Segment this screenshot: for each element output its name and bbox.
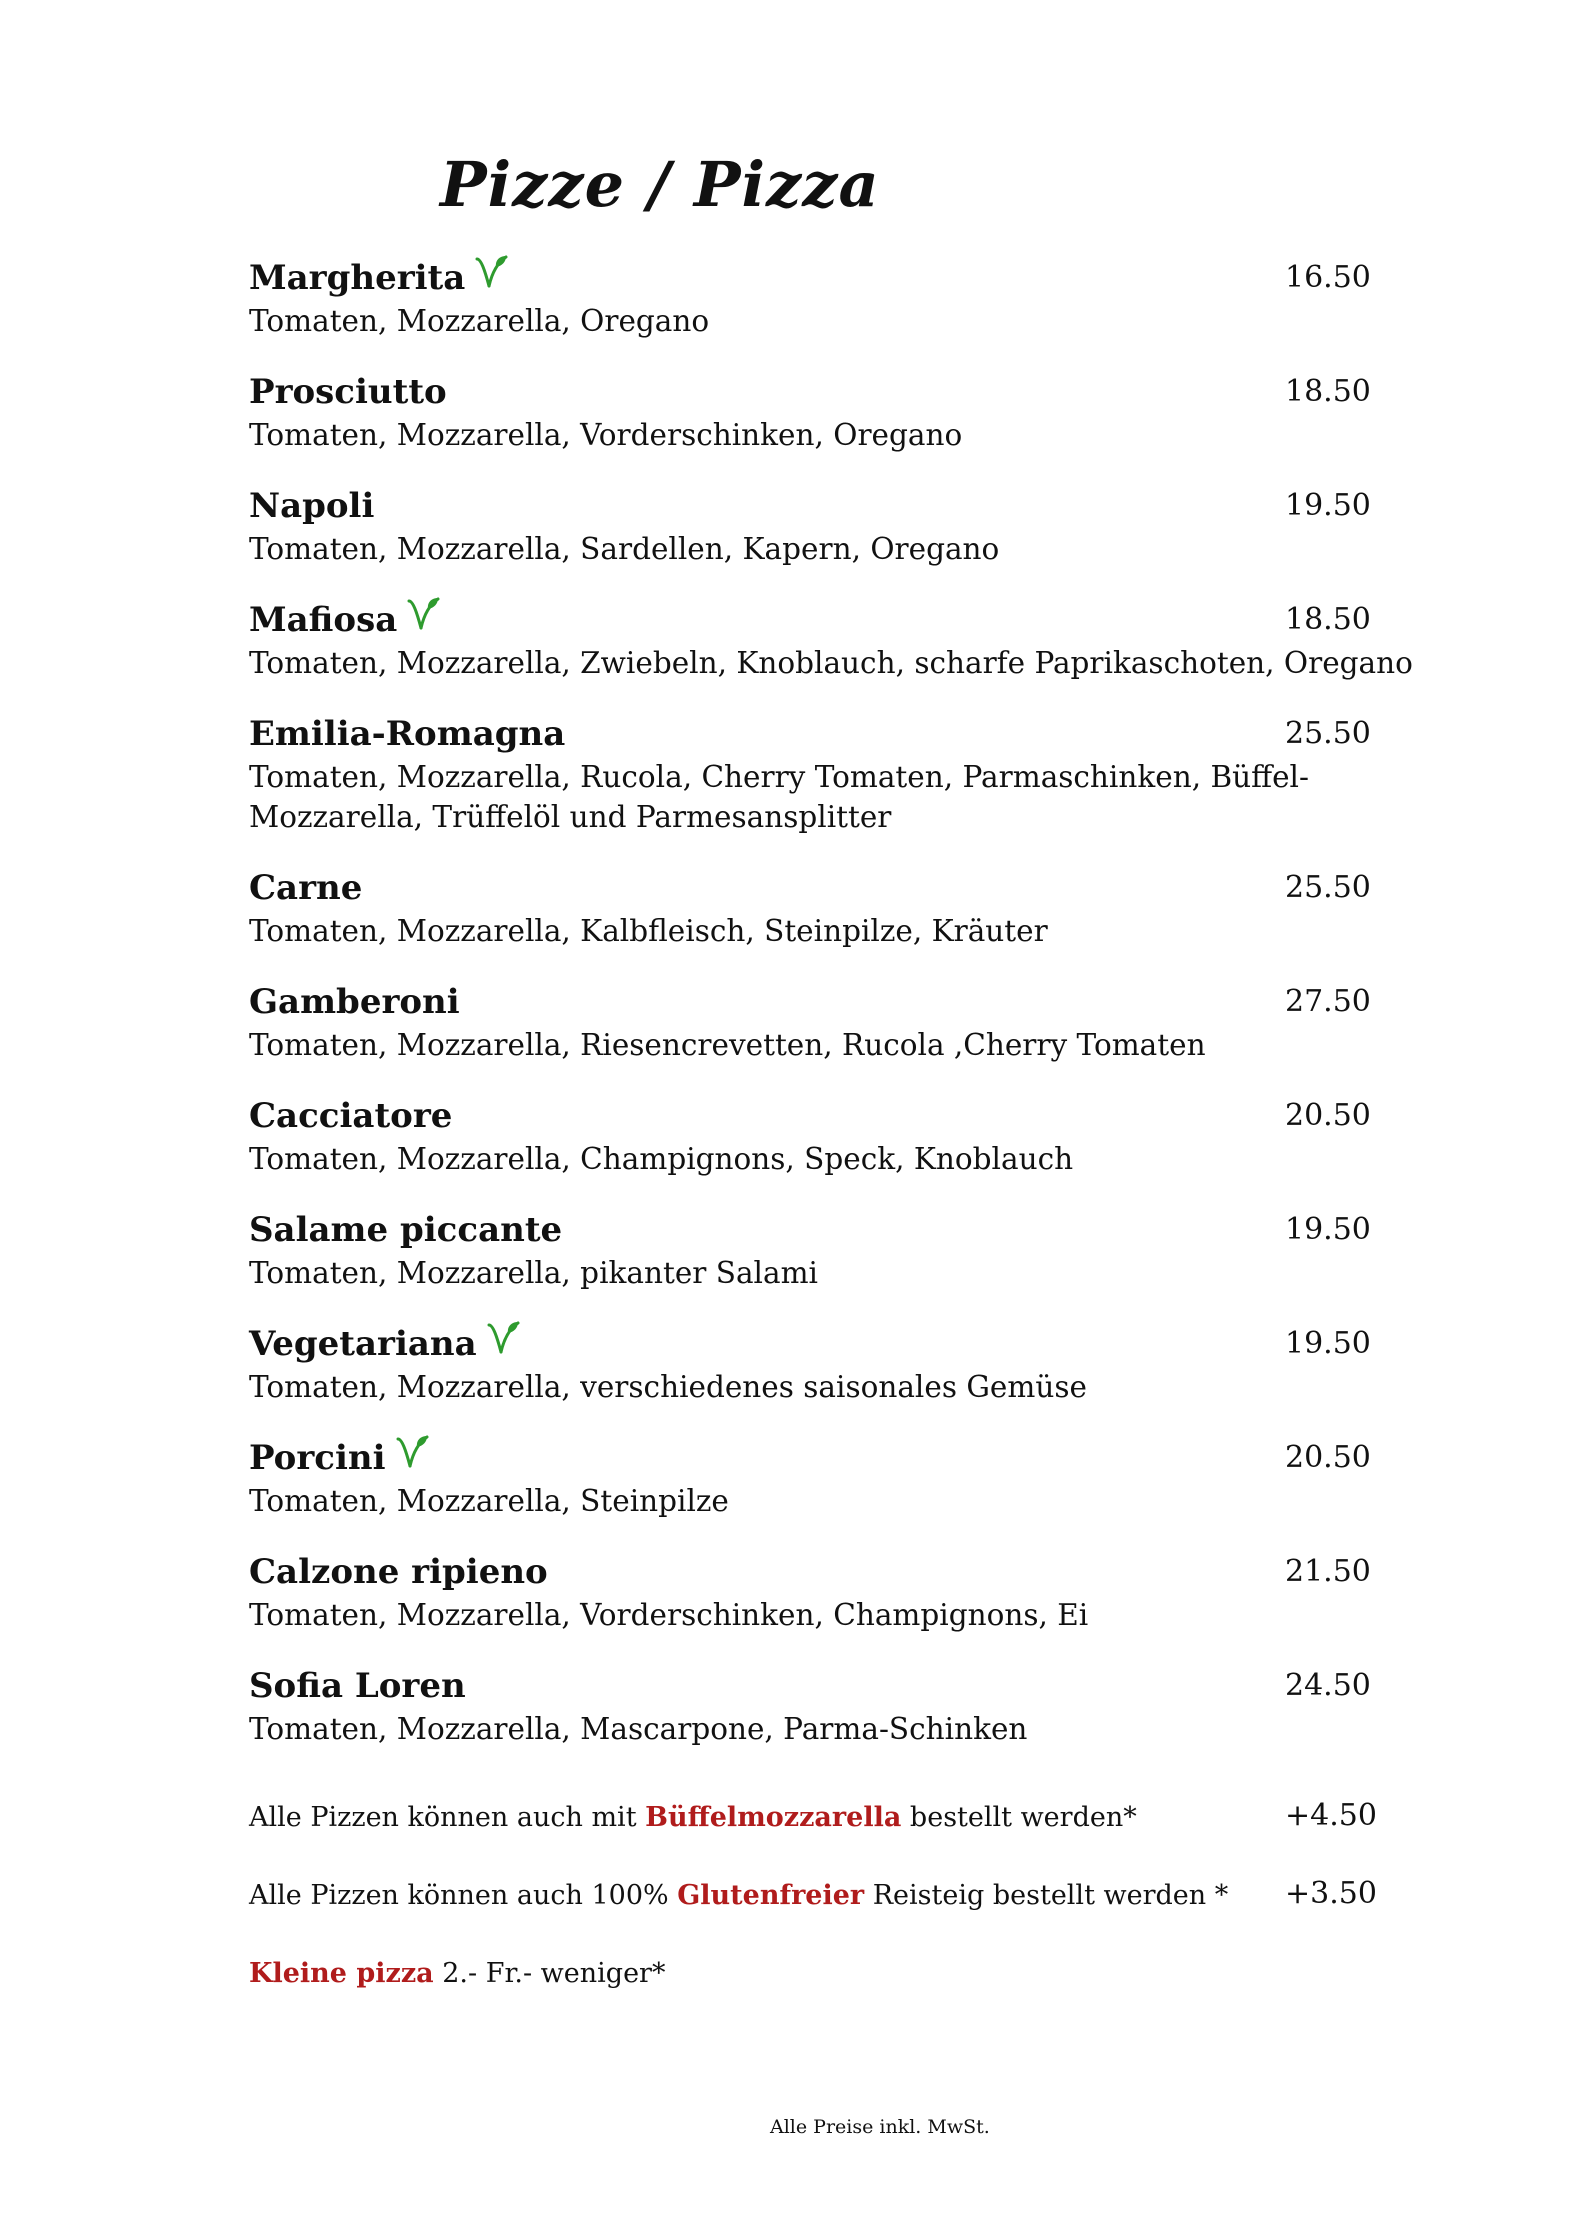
leaf-v-icon bbox=[407, 595, 441, 631]
menu-item-price: 16.50 bbox=[1285, 260, 1371, 295]
menu-item bbox=[249, 1321, 1439, 1407]
menu-item-price: 20.50 bbox=[1285, 1098, 1371, 1133]
menu-item-header bbox=[249, 255, 1439, 301]
buffalo-mozzarella-price: +4.50 bbox=[1285, 1798, 1377, 1833]
pizza-menu-list bbox=[249, 255, 1439, 1777]
menu-item-name: Vegetariana bbox=[249, 1324, 477, 1364]
note-text: bestellt werden* bbox=[901, 1802, 1137, 1833]
menu-item bbox=[249, 711, 1439, 837]
menu-item bbox=[249, 369, 1439, 455]
menu-item-header bbox=[249, 1093, 1439, 1139]
menu-item-header bbox=[249, 369, 1439, 415]
menu-item-header bbox=[249, 1663, 1439, 1709]
menu-item-description: Tomaten, Mozzarella, Champignons, Speck, Knoblauch bbox=[249, 1142, 1074, 1176]
note-highlight: Kleine pizza bbox=[249, 1958, 434, 1989]
menu-item-description: Tomaten, Mozzarella, Mascarpone, Parma-Schinken bbox=[249, 1712, 1028, 1746]
menu-item-name: Carne bbox=[249, 868, 363, 908]
menu-item bbox=[249, 865, 1439, 951]
menu-item-name: Gamberoni bbox=[249, 982, 460, 1022]
menu-item-name: Porcini bbox=[249, 1438, 386, 1478]
menu-item-name: Mafiosa bbox=[249, 600, 398, 640]
note-highlight: Büffelmozzarella bbox=[645, 1802, 902, 1833]
menu-item bbox=[249, 1549, 1439, 1635]
footer-vat-note: Alle Preise inkl. MwSt. bbox=[770, 2116, 990, 2138]
menu-item-name: Salame piccante bbox=[249, 1210, 563, 1250]
note-highlight: Glutenfreier bbox=[677, 1880, 865, 1911]
menu-item bbox=[249, 1093, 1439, 1179]
menu-item-description: Tomaten, Mozzarella, Steinpilze bbox=[249, 1484, 729, 1518]
menu-item bbox=[249, 1435, 1439, 1521]
gluten-free-note bbox=[249, 1876, 1228, 1916]
menu-item-description: Tomaten, Mozzarella, Vorderschinken, Champignons, Ei bbox=[249, 1598, 1089, 1632]
menu-item-header bbox=[249, 1435, 1439, 1481]
leaf-v-icon bbox=[475, 253, 509, 289]
menu-item-name: Emilia-Romagna bbox=[249, 714, 566, 754]
menu-item bbox=[249, 979, 1439, 1065]
menu-item-description: Tomaten, Mozzarella, Sardellen, Kapern, Oregano bbox=[249, 532, 1000, 566]
menu-item-price: 19.50 bbox=[1285, 1326, 1371, 1361]
note-text: Alle Pizzen können auch mit bbox=[249, 1802, 646, 1833]
menu-item-price: 19.50 bbox=[1285, 1212, 1371, 1247]
gluten-free-price: +3.50 bbox=[1285, 1876, 1377, 1911]
menu-item-header bbox=[249, 1321, 1439, 1367]
menu-item-header bbox=[249, 711, 1439, 757]
menu-item-name: Calzone ripieno bbox=[249, 1552, 548, 1592]
note-text: 2.- Fr.- weniger* bbox=[433, 1958, 666, 1989]
menu-item-description: Tomaten, Mozzarella, verschiedenes saisonales Gemüse bbox=[249, 1370, 1087, 1404]
menu-item-name: Napoli bbox=[249, 486, 375, 526]
menu-item-price: 25.50 bbox=[1285, 716, 1371, 751]
menu-item-name: Prosciutto bbox=[249, 372, 447, 412]
leaf-v-icon bbox=[487, 1319, 521, 1355]
menu-item-header bbox=[249, 597, 1439, 643]
menu-item-name: Cacciatore bbox=[249, 1096, 453, 1136]
menu-item-description: Tomaten, Mozzarella, Riesencrevetten, Rucola ,Cherry Tomaten bbox=[249, 1028, 1206, 1062]
small-pizza-note bbox=[249, 1954, 665, 1994]
menu-item-price: 18.50 bbox=[1285, 602, 1371, 637]
note-text: Reisteig bestellt werden * bbox=[864, 1880, 1229, 1911]
menu-item-description: Tomaten, Mozzarella, Rucola, Cherry Tomaten, Parmaschinken, Büffel-Mozzarella, Trüffelöl und Parmesansplitter bbox=[249, 760, 1309, 834]
menu-item-header bbox=[249, 865, 1439, 911]
menu-item-description: Tomaten, Mozzarella, Oregano bbox=[249, 304, 710, 338]
menu-item-header bbox=[249, 483, 1439, 529]
menu-item-description: Tomaten, Mozzarella, pikanter Salami bbox=[249, 1256, 818, 1290]
menu-item-name: Sofia Loren bbox=[249, 1666, 466, 1706]
menu-item-price: 24.50 bbox=[1285, 1668, 1371, 1703]
menu-item bbox=[249, 1663, 1439, 1749]
menu-item-price: 19.50 bbox=[1285, 488, 1371, 523]
buffalo-mozzarella-note bbox=[249, 1798, 1137, 1838]
menu-item-header bbox=[249, 979, 1439, 1025]
menu-item-price: 18.50 bbox=[1285, 374, 1371, 409]
menu-item bbox=[249, 483, 1439, 569]
menu-item-price: 20.50 bbox=[1285, 1440, 1371, 1475]
menu-item-price: 25.50 bbox=[1285, 870, 1371, 905]
menu-item-header bbox=[249, 1549, 1439, 1595]
menu-item-price: 21.50 bbox=[1285, 1554, 1371, 1589]
menu-item bbox=[249, 1207, 1439, 1293]
menu-title: Pizze / Pizza bbox=[440, 148, 880, 221]
menu-item-price: 27.50 bbox=[1285, 984, 1371, 1019]
note-text: Alle Pizzen können auch 100% bbox=[249, 1880, 678, 1911]
menu-item-description: Tomaten, Mozzarella, Zwiebeln, Knoblauch, scharfe Paprikaschoten, Oregano bbox=[249, 646, 1413, 680]
menu-item-name: Margherita bbox=[249, 258, 466, 298]
menu-item-header bbox=[249, 1207, 1439, 1253]
menu-item bbox=[249, 597, 1439, 683]
leaf-v-icon bbox=[396, 1433, 430, 1469]
menu-item bbox=[249, 255, 1439, 341]
menu-item-description: Tomaten, Mozzarella, Kalbfleisch, Steinpilze, Kräuter bbox=[249, 914, 1048, 948]
menu-item-description: Tomaten, Mozzarella, Vorderschinken, Oregano bbox=[249, 418, 963, 452]
